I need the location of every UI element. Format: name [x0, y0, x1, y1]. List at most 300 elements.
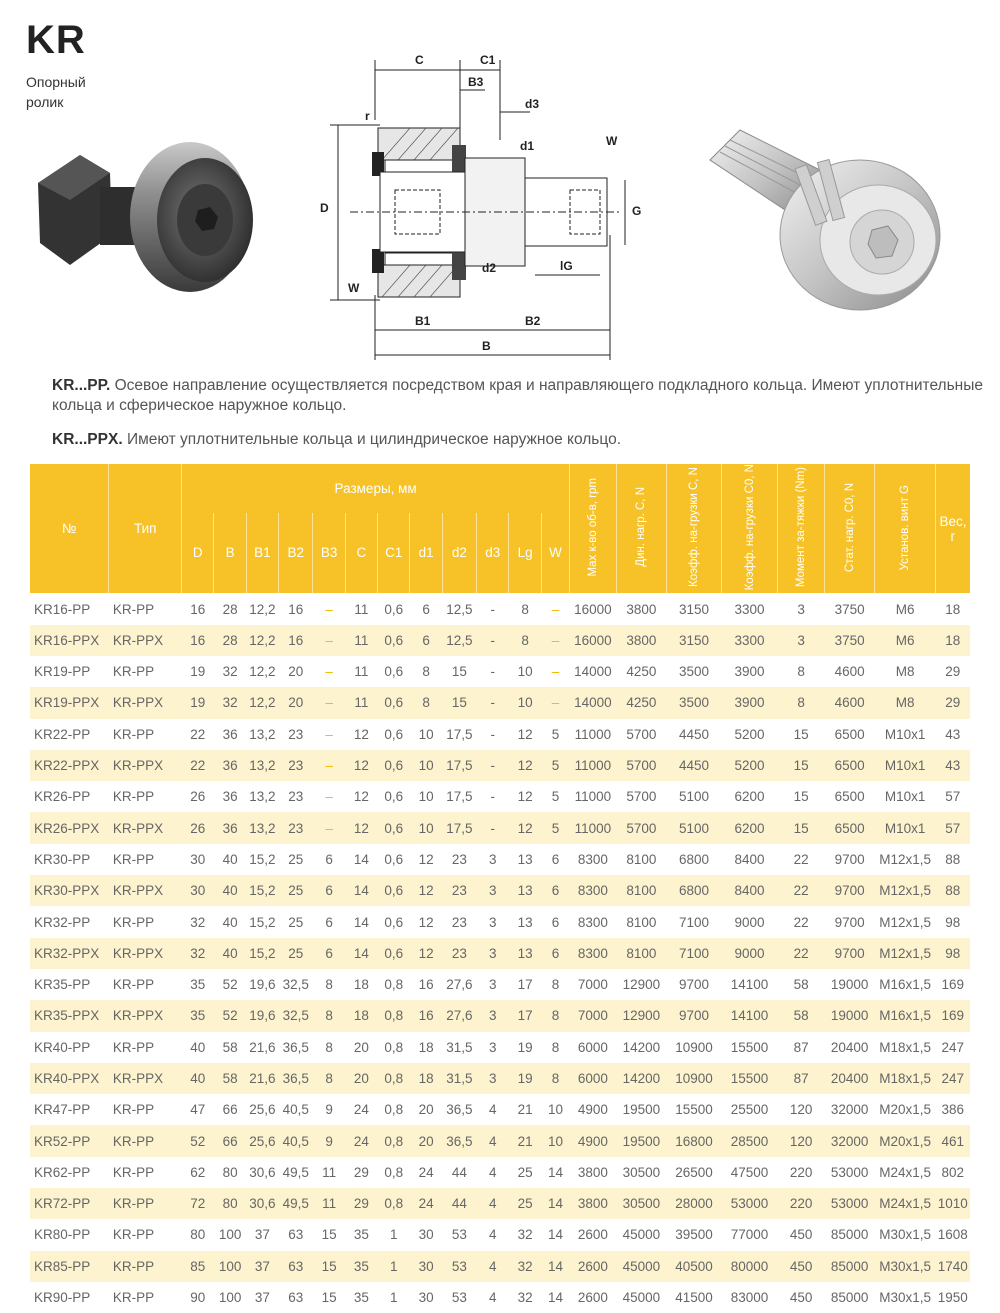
table-cell: 16	[190, 601, 206, 617]
table-cell: 36	[222, 726, 238, 742]
table-cell: 21,6	[249, 1039, 276, 1055]
table-cell: KR26-PPX	[30, 812, 109, 843]
table-cell: 40	[222, 851, 238, 867]
table-cell: 47500	[730, 1164, 769, 1180]
table-cell: 80	[214, 1188, 246, 1219]
label-W-bottom: W	[348, 281, 360, 295]
table-cell: M12x1,5	[875, 938, 936, 969]
table-cell: 47	[190, 1102, 206, 1118]
table-row	[30, 687, 970, 718]
table-cell: 15	[793, 726, 809, 742]
table-cell: 169	[941, 977, 964, 993]
table-cell: 6200	[734, 789, 765, 805]
table-cell: 17	[517, 977, 533, 993]
table-cell: 19,6	[249, 977, 276, 993]
header-row-top	[30, 464, 970, 513]
table-cell: 62	[190, 1164, 206, 1180]
table-row	[30, 750, 970, 781]
header-extra	[875, 464, 936, 593]
table-cell: 450	[778, 1251, 824, 1282]
table-cell: 26500	[675, 1164, 713, 1180]
table-cell: 12,2	[249, 601, 276, 617]
table-row	[30, 1032, 970, 1063]
table-cell: 30	[182, 875, 214, 906]
table-cell: 14	[353, 914, 369, 930]
table-cell: 36	[214, 812, 246, 843]
table-cell: 6	[410, 625, 442, 656]
table-cell: 4900	[570, 1125, 616, 1156]
table-cell: 11000	[570, 812, 616, 843]
table-cell: 16	[279, 625, 313, 656]
table-cell: 11	[345, 625, 377, 656]
table-cell: KR19-PP	[34, 664, 91, 680]
table-cell: 20	[288, 664, 304, 680]
table-cell: 2600	[577, 1290, 608, 1306]
table-cell: 6	[325, 851, 333, 867]
table-cell: M30x1,5	[879, 1227, 932, 1243]
table-cell: 24	[353, 1102, 369, 1118]
table-cell: KR-PP	[112, 1164, 155, 1180]
table-cell: KR40-PP	[34, 1039, 91, 1055]
table-row	[30, 719, 970, 750]
table-cell: M24x1,5	[875, 1188, 936, 1219]
table-cell: 35	[190, 977, 206, 993]
table-cell: 0,8	[378, 1125, 410, 1156]
table-cell: 8400	[721, 875, 778, 906]
table-cell: 32	[182, 938, 214, 969]
table-cell: 14200	[622, 1039, 661, 1055]
table-cell: 35	[345, 1251, 377, 1282]
table-cell: 3500	[678, 664, 709, 680]
table-cell: 3800	[626, 601, 657, 617]
table-cell: 20400	[830, 1039, 869, 1055]
table-cell: 22	[190, 726, 206, 742]
table-cell: 3	[778, 625, 824, 656]
header-extra	[667, 464, 722, 593]
description-pp-text: Осевое направление осуществляется посредством края и направляющего подкладного кольца. Имеют уплотнительные кольца и сферическое наружное кольцо.	[52, 377, 983, 414]
table-cell: KR-PPX	[109, 625, 182, 656]
table-cell: 30,6	[249, 1164, 276, 1180]
table-cell: 58	[214, 1063, 246, 1094]
table-cell: 4	[489, 1102, 497, 1118]
table-cell: 52	[214, 1000, 246, 1031]
table-cell: M10x1	[875, 812, 936, 843]
header-extra	[778, 464, 824, 593]
table-cell: 3150	[678, 601, 709, 617]
table-cell: 15	[778, 812, 824, 843]
table-cell: 8	[410, 687, 442, 718]
table-cell: 8	[422, 664, 430, 680]
table-row	[30, 938, 970, 969]
table-cell: 28000	[667, 1188, 722, 1219]
table-cell: M20x1,5	[879, 1102, 932, 1118]
table-cell: 0,8	[378, 1000, 410, 1031]
table-cell: 22	[793, 851, 809, 867]
table-cell: KR-PPX	[109, 938, 182, 969]
spec-table-body	[30, 593, 970, 1313]
table-cell: 52	[222, 977, 238, 993]
table-cell: -	[477, 812, 509, 843]
table-cell: 22	[778, 938, 824, 969]
table-cell: M20x1,5	[875, 1125, 936, 1156]
table-cell: 100	[214, 1251, 246, 1282]
header-dim-lg: Lg	[509, 513, 541, 594]
table-cell: 66	[214, 1125, 246, 1156]
table-cell: 3	[797, 601, 805, 617]
header-dim-d2: d2	[442, 513, 476, 594]
table-cell: 87	[778, 1063, 824, 1094]
table-cell: 40	[182, 1063, 214, 1094]
table-cell: 14	[547, 1164, 563, 1180]
table-cell: KR22-PP	[34, 726, 91, 742]
table-cell: 80	[222, 1164, 238, 1180]
table-cell: 88	[945, 851, 961, 867]
table-cell: 5100	[667, 812, 722, 843]
table-cell: 41500	[675, 1290, 713, 1306]
table-cell: 12	[517, 726, 533, 742]
table-cell: 20	[353, 1039, 369, 1055]
table-cell: M12x1,5	[875, 875, 936, 906]
table-cell: 27,6	[442, 1000, 476, 1031]
table-cell: 14	[345, 938, 377, 969]
table-cell: 6800	[678, 851, 709, 867]
table-cell: KR-PP	[112, 726, 155, 742]
table-cell: 120	[778, 1125, 824, 1156]
table-cell: 23	[451, 851, 467, 867]
table-cell: 36,5	[442, 1125, 476, 1156]
table-cell: 72	[182, 1188, 214, 1219]
table-cell: 32	[222, 664, 238, 680]
table-cell: 53	[451, 1290, 467, 1306]
table-cell: 88	[935, 875, 970, 906]
table-cell: 4450	[678, 726, 709, 742]
table-cell: –	[313, 687, 345, 718]
table-cell: 13	[517, 914, 533, 930]
table-cell: 20	[410, 1125, 442, 1156]
table-cell: 23	[288, 789, 304, 805]
table-cell: 40,5	[279, 1125, 313, 1156]
table-cell: 21	[517, 1102, 533, 1118]
header-extra	[824, 464, 875, 593]
description-ppx	[52, 430, 621, 450]
table-cell: 77000	[730, 1227, 769, 1243]
table-cell: KR35-PP	[34, 977, 91, 993]
table-cell: 25	[517, 1164, 533, 1180]
table-cell: 30,6	[246, 1188, 278, 1219]
header-dim-d1: d1	[410, 513, 442, 594]
table-cell: 43	[935, 750, 970, 781]
table-cell: 6	[422, 601, 430, 617]
table-cell: 85000	[824, 1251, 875, 1282]
table-cell: 13,2	[246, 812, 278, 843]
table-cell: 13,2	[249, 789, 276, 805]
table-cell: KR62-PP	[34, 1164, 91, 1180]
header-max-rpm: Max к-во об-в, rpm	[586, 477, 599, 577]
table-cell: 0,8	[384, 977, 404, 993]
header-dimensions-group: Размеры, мм	[182, 464, 570, 513]
table-cell: 6000	[570, 1063, 616, 1094]
table-cell: 37	[254, 1227, 270, 1243]
table-cell: 19000	[830, 977, 869, 993]
table-cell: 32	[517, 1290, 533, 1306]
table-cell: 3	[477, 1063, 509, 1094]
table-cell: 8	[509, 625, 541, 656]
page-title: KR	[26, 18, 86, 62]
table-cell: KR16-PP	[34, 601, 91, 617]
table-cell: KR-PPX	[109, 1000, 182, 1031]
table-cell: 7100	[667, 938, 722, 969]
table-cell: 12900	[622, 977, 661, 993]
table-cell: 32	[509, 1251, 541, 1282]
table-cell: 40,5	[282, 1102, 309, 1118]
table-cell: 14	[541, 1188, 569, 1219]
table-cell: 6500	[834, 789, 865, 805]
table-cell: 6	[551, 851, 560, 867]
header-static-load: Стат. нагр. C0, N	[843, 482, 856, 572]
table-cell: 5700	[626, 789, 657, 805]
table-cell: 15500	[721, 1063, 778, 1094]
table-cell: 12,2	[246, 625, 278, 656]
table-cell: 0,6	[384, 726, 404, 742]
table-cell: -	[477, 625, 509, 656]
table-cell: M30x1,5	[875, 1251, 936, 1282]
table-cell: 8	[521, 601, 529, 617]
table-cell: 5200	[734, 726, 765, 742]
table-cell: 18	[353, 977, 369, 993]
table-row	[30, 1000, 970, 1031]
table-cell: 22	[793, 914, 809, 930]
header-screw: Установ. винт G	[899, 484, 912, 570]
table-cell: KR47-PP	[34, 1102, 91, 1118]
table-cell: M16x1,5	[879, 977, 932, 993]
table-cell: 17,5	[442, 812, 476, 843]
table-cell: 27,6	[446, 977, 473, 993]
table-cell: 0,8	[378, 1063, 410, 1094]
table-cell: 8	[541, 1000, 569, 1031]
table-cell: M10x1	[884, 789, 926, 805]
description-pp	[52, 376, 1000, 416]
table-cell: 169	[935, 1000, 970, 1031]
table-cell: M10x1	[875, 750, 936, 781]
table-cell: 32	[214, 687, 246, 718]
table-cell: 19	[182, 687, 214, 718]
table-cell: 9700	[667, 1000, 722, 1031]
table-cell: M6	[895, 601, 915, 617]
table-cell: 11	[345, 687, 377, 718]
table-cell: 28500	[721, 1125, 778, 1156]
table-cell: 8	[797, 664, 805, 680]
label-d1: d1	[520, 139, 535, 153]
table-cell: 14	[345, 875, 377, 906]
table-cell: –	[313, 750, 345, 781]
table-cell: 10	[547, 1102, 563, 1118]
table-cell: 1	[378, 1251, 410, 1282]
header-no: №	[30, 464, 109, 593]
label-d3: d3	[525, 97, 540, 111]
table-cell: 7100	[678, 914, 709, 930]
table-row	[30, 1157, 970, 1188]
table-cell: 98	[935, 938, 970, 969]
spec-table	[30, 464, 970, 1313]
table-cell: 1	[390, 1227, 398, 1243]
table-cell: 19500	[622, 1102, 661, 1118]
table-cell: 18	[345, 1000, 377, 1031]
table-cell: 0,6	[384, 914, 404, 930]
table-cell: KR-PP	[109, 1125, 182, 1156]
table-cell: 6	[325, 914, 333, 930]
table-cell: 17,5	[446, 789, 473, 805]
header-load-coef-c0: Коэфф. на-грузки C0, N	[743, 464, 756, 591]
table-cell: 4250	[626, 664, 657, 680]
table-cell: 29	[345, 1188, 377, 1219]
table-cell: 8	[778, 687, 824, 718]
table-cell: 19	[517, 1039, 533, 1055]
table-cell: 3	[477, 938, 509, 969]
table-row	[30, 1125, 970, 1156]
table-cell: KR-PP	[109, 1251, 182, 1282]
table-cell: 87	[793, 1039, 809, 1055]
table-cell: 24	[345, 1125, 377, 1156]
label-B1: B1	[415, 314, 431, 328]
table-cell: KR16-PPX	[30, 625, 109, 656]
table-cell: 8100	[616, 938, 667, 969]
table-cell: –	[325, 726, 333, 742]
table-cell: 15	[442, 687, 476, 718]
table-cell: 386	[941, 1102, 964, 1118]
table-cell: 5200	[721, 750, 778, 781]
table-cell: 2600	[570, 1251, 616, 1282]
table-cell: 4900	[577, 1102, 608, 1118]
table-cell: 8	[313, 1063, 345, 1094]
table-cell: 10	[418, 789, 434, 805]
table-cell: M24x1,5	[879, 1164, 932, 1180]
table-cell: 4	[477, 1125, 509, 1156]
table-cell: 58	[778, 1000, 824, 1031]
table-cell: 22	[778, 875, 824, 906]
table-cell: KR80-PP	[34, 1227, 91, 1243]
table-row	[30, 1219, 970, 1250]
header-load-coef-c: Коэфф. на-грузки C, N	[687, 467, 700, 588]
table-cell: 63	[288, 1227, 304, 1243]
table-cell: KR30-PPX	[30, 875, 109, 906]
table-cell: KR-PP	[112, 601, 155, 617]
table-cell: KR-PP	[112, 664, 155, 680]
table-row	[30, 1282, 970, 1313]
table-cell: 802	[941, 1164, 964, 1180]
table-cell: 14100	[730, 977, 769, 993]
table-cell: 98	[945, 914, 961, 930]
table-cell: 6800	[667, 875, 722, 906]
table-cell: 52	[182, 1125, 214, 1156]
table-cell: 3900	[734, 664, 765, 680]
table-cell: 16	[182, 625, 214, 656]
table-cell: 11	[322, 1164, 337, 1180]
table-cell: 14	[541, 1251, 569, 1282]
header-dim-d3: d3	[477, 513, 509, 594]
table-cell: KR32-PP	[34, 914, 91, 930]
table-cell: 14	[353, 851, 369, 867]
label-C1: C1	[480, 53, 496, 67]
table-cell: 26	[190, 789, 206, 805]
table-cell: M12x1,5	[879, 851, 932, 867]
table-cell: 9000	[721, 938, 778, 969]
label-G: G	[632, 204, 642, 218]
header-dim-b2: B2	[279, 513, 313, 594]
table-cell: 6500	[824, 812, 875, 843]
table-cell: 24	[410, 1188, 442, 1219]
table-cell: 14200	[616, 1063, 667, 1094]
table-cell: 85	[182, 1251, 214, 1282]
table-cell: –	[325, 601, 333, 617]
table-cell: 10900	[667, 1063, 722, 1094]
table-cell: -	[490, 601, 496, 617]
table-cell: 23	[442, 875, 476, 906]
table-cell: 0,6	[378, 687, 410, 718]
table-cell: 21,6	[246, 1063, 278, 1094]
table-cell: 16	[418, 977, 434, 993]
table-cell: 8	[313, 1000, 345, 1031]
table-cell: 12,2	[249, 664, 276, 680]
table-cell: 6	[313, 938, 345, 969]
table-cell: 31,5	[446, 1039, 473, 1055]
table-cell: 11	[313, 1188, 345, 1219]
table-cell: 37	[254, 1290, 270, 1306]
table-cell: 450	[789, 1290, 813, 1306]
table-cell: 12	[418, 914, 434, 930]
table-cell: 8300	[570, 938, 616, 969]
table-cell: 30500	[616, 1188, 667, 1219]
table-cell: 40	[214, 938, 246, 969]
table-cell: 12,5	[446, 601, 473, 617]
table-cell: 14100	[721, 1000, 778, 1031]
table-cell: –	[551, 601, 560, 617]
table-cell: 0,6	[378, 938, 410, 969]
table-cell: 1740	[935, 1251, 970, 1282]
table-cell: 16	[410, 1000, 442, 1031]
table-cell: 85000	[830, 1227, 869, 1243]
label-B3: B3	[468, 75, 484, 89]
table-cell: 12900	[616, 1000, 667, 1031]
table-cell: M12x1,5	[879, 914, 932, 930]
table-cell: 0,6	[384, 789, 404, 805]
table-cell: KR32-PPX	[30, 938, 109, 969]
table-cell: 40	[222, 914, 238, 930]
table-cell: 2600	[577, 1227, 608, 1243]
label-lG: lG	[560, 259, 573, 273]
table-cell: 24	[418, 1164, 434, 1180]
table-cell: 220	[778, 1188, 824, 1219]
table-cell: KR35-PPX	[30, 1000, 109, 1031]
table-cell: 3750	[824, 625, 875, 656]
table-cell: 9700	[834, 914, 865, 930]
table-cell: 461	[935, 1125, 970, 1156]
table-cell: 19	[190, 664, 206, 680]
table-cell: 18	[410, 1063, 442, 1094]
table-cell: 13	[517, 851, 533, 867]
table-cell: 49,5	[282, 1164, 309, 1180]
table-cell: –	[313, 812, 345, 843]
table-cell: 16000	[574, 601, 612, 617]
table-cell: 0,6	[378, 625, 410, 656]
table-cell: 43	[945, 726, 961, 742]
table-cell: 3300	[734, 601, 765, 617]
table-cell: 4	[477, 1188, 509, 1219]
header-extra	[570, 464, 616, 593]
table-cell: 4	[489, 1290, 497, 1306]
table-cell: 11	[354, 664, 369, 680]
table-cell: KR22-PPX	[30, 750, 109, 781]
table-cell: 8300	[577, 914, 608, 930]
